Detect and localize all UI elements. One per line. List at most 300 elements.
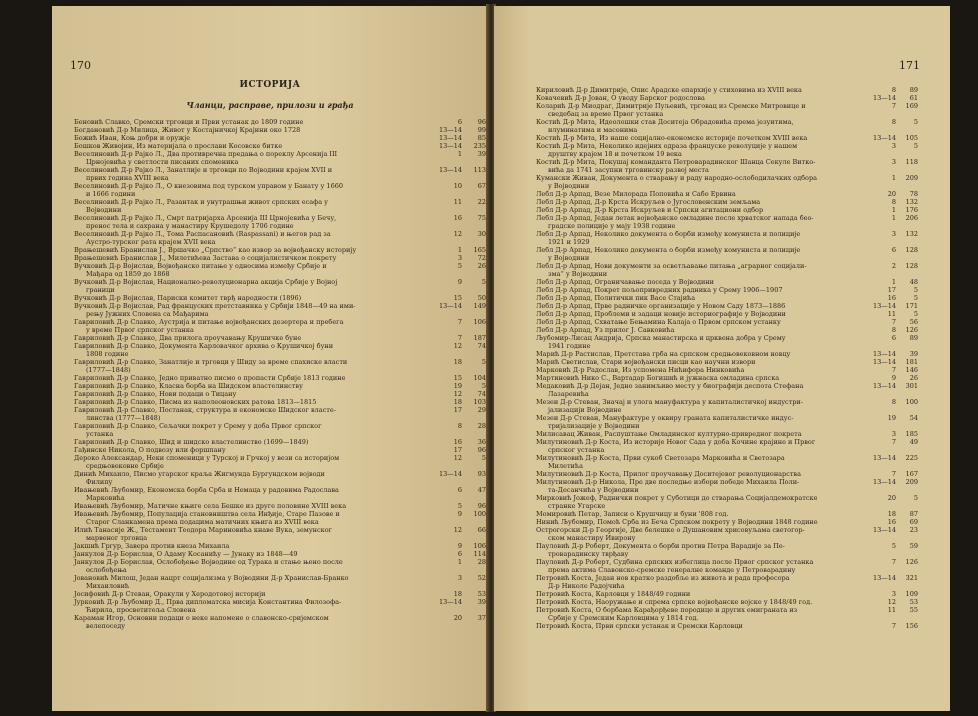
entry-text-continued: ском манастиру Ивирону: [548, 534, 636, 542]
bibliography-entry: [494, 366, 950, 374]
bibliography-entry: [52, 470, 488, 486]
entry-text-continued: линства (1777—1848): [86, 414, 161, 422]
entry-volume: 7: [457, 318, 462, 326]
entry-page: 171: [905, 302, 918, 310]
bibliography-entry: [52, 254, 488, 262]
bibliography-entry: [52, 230, 488, 246]
entry-text: Караман Игор, Основни подаци о неке напомене о славонско-сријемском: [74, 614, 329, 622]
entry-text: Марић Светислав, Стари војвођански писци као научни извори: [536, 358, 756, 366]
entry-text-continued: Лазаревића: [548, 390, 589, 398]
entry-page: 128: [905, 246, 918, 254]
bibliography-entry: [52, 294, 488, 302]
entry-page: 26: [909, 374, 918, 382]
entry-volume: 1: [457, 150, 462, 158]
entry-volume: 13—14: [872, 358, 896, 366]
entry-text-continued: пренос тела и сахрана у манастиру Крушедолу 1706 године: [86, 222, 294, 230]
entry-text-continued: троварадинску тврђаву: [548, 550, 629, 558]
entry-page: 96: [477, 502, 486, 510]
bibliography-entry: [52, 542, 488, 550]
entry-page: 5: [913, 118, 918, 126]
entry-text: Јанкулов Д-р Борислав, Ослобођење Војводине од Турака и стање њено после: [74, 558, 343, 566]
entry-page: 5: [913, 310, 918, 318]
entry-volume: 17: [453, 406, 462, 414]
entry-page: 67: [477, 182, 486, 190]
entry-page: 209: [905, 478, 918, 486]
entry-text: Врањешевић Бранислав Ј., Милетићева Застава о социјалистичком покрету: [74, 254, 337, 262]
entry-volume: 7: [891, 366, 896, 374]
entry-text: Лебл Д-р Арпад, Д-р Крста Искруљев о Југословенским земљама: [536, 198, 761, 206]
entry-text-continued: граници: [86, 286, 115, 294]
entry-page: 47: [477, 486, 486, 494]
entry-page: 100: [473, 510, 486, 518]
entry-text: Милутиновић Д-р Никола, Пре две последње избори победе Михаила Поли-: [536, 478, 800, 486]
entry-text: Костић Д-р Мита, Покушај команданта Петроварадинског Шанца Секуле Витко-: [536, 158, 816, 166]
entry-text: Веселиновић Д-р Рајко Л., Тома Распасановић (Raspassani) и његов рад за: [74, 230, 331, 238]
entry-text: Јурковић Д-р Љубомир Д., Прва дипломатска мисија Константина Филозофа-: [74, 598, 342, 606]
entry-page: 29: [477, 406, 486, 414]
entry-volume: 5: [457, 262, 462, 270]
bibliography-entry: [494, 326, 950, 334]
entry-text-continued: Мађара од 1859 до 1868: [86, 270, 170, 278]
bibliography-entry: [494, 294, 950, 302]
entry-text: Петровић Коста, О борбама Карађорђеве породице и других емиграната из: [536, 606, 798, 614]
entry-volume: 5: [457, 502, 462, 510]
entry-text-continued: Михаиловић: [86, 582, 130, 590]
entry-text: Лебл Д-р Арпад, Један летак војвођанске омладине после хрватског напада бео-: [536, 214, 814, 222]
entry-text: Кириловић Д-р Димитрије, Опис Арадске епархије у стиховима из XVIII века: [536, 86, 802, 94]
entry-text: Гавриловић Д-р Славко, Два прилога проучавању Крушичке буне: [74, 334, 302, 342]
entry-volume: 7: [891, 102, 896, 110]
entry-text: Ивањевић Љубомир, Популација становништва села Инђије, Старе Пазове и: [74, 510, 340, 518]
bibliography-entry: [494, 206, 950, 214]
bibliography-entry: [494, 350, 950, 358]
left-entries-list: [52, 118, 488, 630]
entry-text-continued: странке Угарске: [548, 502, 606, 510]
bibliography-entry: [494, 142, 950, 158]
entry-volume: 1: [891, 174, 896, 182]
entry-volume: 12: [453, 342, 462, 350]
entry-text: Гавриловић Д-р Славко, Нови подаци о Тицану: [74, 390, 237, 398]
bibliography-entry: [52, 438, 488, 446]
bibliography-entry: [494, 174, 950, 190]
entry-volume: 1: [457, 246, 462, 254]
entry-volume: 8: [891, 118, 896, 126]
entry-page: 169: [905, 102, 918, 110]
bibliography-entry: [494, 382, 950, 398]
entry-page: 61: [909, 94, 918, 102]
entry-volume: 3: [457, 254, 462, 262]
bibliography-entry: [494, 286, 950, 294]
bibliography-entry: [52, 318, 488, 334]
entry-text: Мезеи Д-р Стеван, Мануфактуре у оквиру граната капиталистичке индус-: [536, 414, 794, 422]
entry-page: 96: [477, 446, 486, 454]
entry-volume: 6: [891, 334, 896, 342]
entry-text-continued: у Војводини: [548, 182, 590, 190]
bibliography-entry: [494, 414, 950, 430]
entry-text: Пауловић Д-р Роберт, Документа о борби против Петра Варадије за Пе-: [536, 542, 785, 550]
entry-page: 23: [909, 526, 918, 534]
entry-page: 96: [477, 118, 486, 126]
bibliography-entry: [494, 454, 950, 470]
entry-page: 104: [473, 374, 486, 382]
entry-text-continued: Војводини: [86, 206, 122, 214]
entry-page: 5: [913, 286, 918, 294]
entry-text: Веселиновић Д-р Рајко Л., Смрт патријарха Арсенија III Црнојевића у Бечу,: [74, 214, 337, 222]
entry-text-continued: Србије у Сремским Карловцима у 1814 год.: [548, 614, 699, 622]
bibliography-entry: [52, 278, 488, 294]
entry-text: Момировић Петар, Записи о Крушчицу и буни '808 год.: [536, 510, 729, 518]
bibliography-entry: [52, 590, 488, 598]
bibliography-entry: [494, 542, 950, 558]
entry-volume: 13—14: [872, 350, 896, 358]
bibliography-entry: [494, 102, 950, 118]
entry-text-continued: Марковића: [86, 494, 125, 502]
entry-volume: 6: [457, 118, 462, 126]
entry-volume: 9: [457, 278, 462, 286]
entry-volume: 13—14: [438, 302, 462, 310]
entry-page: 206: [905, 214, 918, 222]
entry-text: Јовановић Милош, Један нацрт социјализма у Војводини Д-р Хранислав-Бранко: [74, 574, 349, 582]
entry-text: Костић Д-р Мита, Идеолошки став Доситеја Обрадовића према језуитима,: [536, 118, 794, 126]
entry-volume: 6: [457, 550, 462, 558]
entry-volume: 7: [891, 470, 896, 478]
entry-text: Веселиновић Д-р Рајко Л., О кнезовима под турском управом у Банату у 1660: [74, 182, 343, 190]
entry-text: Костић Д-р Мита, Неколико идејних одраза француске револуције у нашем: [536, 142, 798, 150]
entry-text: Беновић Славко, Сремски трговци и Први устанак до 1809 године: [74, 118, 304, 126]
bibliography-entry: [494, 518, 950, 526]
entry-page: 36: [477, 438, 486, 446]
entry-volume: 3: [891, 590, 896, 598]
bibliography-entry: [494, 494, 950, 510]
entry-page: 132: [905, 198, 918, 206]
entry-volume: 10: [453, 182, 462, 190]
bibliography-entry: [494, 134, 950, 142]
entry-text: Врањешевић Бранислав Ј., Вршачко „Српство“ као извор за војвођанску историју: [74, 246, 357, 254]
entry-volume: 3: [891, 158, 896, 166]
bibliography-entry: [494, 574, 950, 590]
bibliography-entry: [494, 510, 950, 518]
entry-volume: 3: [457, 574, 462, 582]
bibliography-entry: [494, 622, 950, 630]
entry-volume: 15: [453, 374, 462, 382]
entry-text-continued: марвеног трговца: [86, 534, 148, 542]
entry-page: 59: [909, 542, 918, 550]
entry-page: 187: [473, 334, 486, 342]
entry-volume: 12: [453, 454, 462, 462]
entry-text: Гавриловић Д-р Славко, Аустрија и питање војвођанских дезертера и пребега: [74, 318, 344, 326]
entry-text: Милутиновић Д-р Коста, Из историје Новог Сада у доба Кочине крајине и Првог: [536, 438, 816, 446]
entry-text: Марковић Д-р Радослав, Из успомена Нићифора Нинковића: [536, 366, 745, 374]
bibliography-entry: [494, 230, 950, 246]
entry-page: 106: [473, 318, 486, 326]
entry-text: Лебл Д-р Арпад, Прве радничке организације у Новом Саду 1873—1886: [536, 302, 786, 310]
entry-volume: 13—14: [872, 302, 896, 310]
entry-text: Милисавац Живан, Распуштање Омладинског културно-привредног покрета: [536, 430, 802, 438]
entry-volume: 1: [891, 206, 896, 214]
entry-volume: 20: [453, 614, 462, 622]
entry-text: Марић Д-р Растислав, Претстава грба на српском средњовековном новцу: [536, 350, 791, 358]
entry-volume: 11: [887, 606, 896, 614]
entry-volume: 1: [891, 214, 896, 222]
entry-page: 39: [909, 350, 918, 358]
entry-page: 49: [909, 438, 918, 446]
entry-text: Јакшић Гргур, Завера против кнеза Михаила: [74, 542, 230, 550]
entry-text: Ковачевић Д-р Јован, О уводу Барског родослова: [536, 94, 705, 102]
entry-page: 54: [909, 414, 918, 422]
bibliography-entry: [52, 550, 488, 558]
entry-text: Гавриловић Д-р Славко, Сељачки покрет у Срему у доба Првог српског: [74, 422, 322, 430]
entry-text: Мезеи Д-р Стеван, Значај и улога мануфактура у капиталистичкој индустри-: [536, 398, 803, 406]
entry-volume: 13—14: [438, 470, 462, 478]
entry-text: Јосифовић Д-р Стеван, Оракули у Херодотовој историји: [74, 590, 266, 598]
entry-volume: 7: [891, 438, 896, 446]
bibliography-entry: [494, 158, 950, 174]
entry-page: 22: [477, 198, 486, 206]
entry-volume: 3: [891, 142, 896, 150]
entry-volume: 12: [453, 230, 462, 238]
entry-text-continued: Милетића: [548, 462, 583, 470]
entry-text: Богдановић Д-р Милица, Живот у Костајничкој Крајини око 1728: [74, 126, 301, 134]
entry-text: Мирковић Јожеф, Раднички покрет у Суботици до стварања Социјалдемократске: [536, 494, 818, 502]
entry-page: 89: [909, 86, 918, 94]
bibliography-entry: [52, 390, 488, 398]
entry-volume: 8: [891, 198, 896, 206]
entry-page: 185: [905, 430, 918, 438]
entry-page: 66: [477, 526, 486, 534]
entry-volume: 7: [457, 334, 462, 342]
entry-text: Веселиновић Д-р Рајко Л., Разантак и унутрашњи живот српских есафа у: [74, 198, 329, 206]
entry-text-continued: у Војводини: [548, 254, 590, 262]
bibliography-entry: [52, 214, 488, 230]
entry-text-continued: првих година XVIII века: [86, 174, 169, 182]
entry-text: Гавриловић Д-р Славко, Писма из наполеоновских ратова 1813—1815: [74, 398, 317, 406]
entry-volume: 18: [453, 590, 462, 598]
entry-page: 301: [905, 382, 918, 390]
bibliography-entry: [494, 118, 950, 134]
entry-volume: 6: [457, 486, 462, 494]
bibliography-entry: [52, 150, 488, 166]
bibliography-entry: [52, 358, 488, 374]
entry-page: 146: [905, 366, 918, 374]
entry-volume: 2: [891, 262, 896, 270]
entry-text-continued: вића да 1741 засупни трговинску развој места: [548, 166, 709, 174]
entry-page: 209: [905, 174, 918, 182]
entry-volume: 13—14: [438, 166, 462, 174]
page-number-right: 171: [899, 59, 920, 72]
entry-page: 5: [481, 382, 486, 390]
entry-text: Веселиновић Д-р Рајко Л., Два противречна предања о пореклу Арсенија III: [74, 150, 338, 158]
entry-text-continued: Ћирила, просветитеља Словена: [86, 606, 196, 614]
entry-text-continued: тријализације у Војводини: [548, 422, 640, 430]
entry-page: 109: [905, 590, 918, 598]
entry-text: Медаковић Д-р Дејан, Једно занимљиво месту у биографији деспота Стефана: [536, 382, 804, 390]
left-page: [52, 6, 488, 711]
entry-text: Петровић Коста, Наоружање и спрема српске војвођанске војске у 1848/49 год.: [536, 598, 813, 606]
entry-text: Лебл Д-р Арпад, Везе Милорада Поповића и Сабо Ервина: [536, 190, 736, 198]
bibliography-entry: [52, 302, 488, 318]
entry-volume: 20: [887, 494, 896, 502]
entry-text: Лебл Д-р Арпад, Ограничавање поседа у Војводини: [536, 278, 715, 286]
entry-page: 181: [905, 358, 918, 366]
bibliography-entry: [52, 246, 488, 254]
entry-volume: 8: [457, 422, 462, 430]
entry-text: Гавриловић Д-р Славко, Шид и шидско властелинство (1699—1849): [74, 438, 309, 446]
entry-page: 321: [905, 574, 918, 582]
entry-text: Гавриловић Д-р Славко, Документа Карловачког архива о Крушичкој буни: [74, 342, 334, 350]
entry-text: Лебл Д-р Арпад, Покрет пољопривредних радника у Срему 1906—1907: [536, 286, 783, 294]
entry-volume: 13—14: [438, 598, 462, 606]
entry-text-continued: Старог Сланкамена према подацима матичних књига из XVIII века: [86, 518, 319, 526]
entry-text: Љубомир-Лисац Андрија, Српска манастирска и црквена добра у Срему: [536, 334, 786, 342]
bibliography-entry: [52, 574, 488, 590]
entry-text: Гавриловић Д-р Славко, Постанак, структура и економске Шидског власте-: [74, 406, 336, 414]
bibliography-entry: [52, 118, 488, 126]
section-subtitle: Чланци, расправе, прилози и грађа: [186, 100, 354, 110]
entry-volume: 13—14: [872, 134, 896, 142]
entry-page: 126: [905, 558, 918, 566]
right-page: [494, 6, 950, 711]
entry-text-continued: 1808 године: [86, 350, 129, 358]
bibliography-entry: [494, 198, 950, 206]
entry-page: 118: [905, 158, 918, 166]
entry-text-continued: Црнојевића у светлости писаних споменика: [86, 158, 239, 166]
page-number-left: 170: [70, 59, 91, 72]
bibliography-entry: [52, 182, 488, 198]
entry-text-continued: према актима Славонско-сремске генералне команде у Петроварадину: [548, 566, 796, 574]
entry-text: Лебл Д-р Арпад, Схватање Бењамина Калаја о Првом српском устанку: [536, 318, 781, 326]
bibliography-entry: [494, 430, 950, 438]
bibliography-entry: [494, 190, 950, 198]
entry-text: Костић Д-р Мита, Из наше социјално-економске историје почетком XVIII века: [536, 134, 808, 142]
bibliography-entry: [494, 438, 950, 454]
entry-volume: 9: [457, 510, 462, 518]
entry-page: 156: [905, 622, 918, 630]
entry-text: Веселиновић Д-р Рајко Л., Занатлије и трговци по Војводини крајем XVII и: [74, 166, 333, 174]
entry-volume: 11: [887, 310, 896, 318]
entry-text: Петровић Коста, Један нов кратко раздобље из живота и рада професора: [536, 574, 790, 582]
entry-text: Гавриловић Д-р Славко, Класна борба на Шидском властелинству: [74, 382, 303, 390]
bibliography-entry: [494, 262, 950, 278]
bibliography-entry: [494, 598, 950, 606]
entry-page: 132: [905, 230, 918, 238]
entry-text-continued: друштву крајем 18 и почетком 19 века: [548, 150, 682, 158]
bibliography-entry: [52, 422, 488, 438]
entry-page: 5: [913, 142, 918, 150]
entry-page: 167: [905, 470, 918, 478]
entry-page: 126: [905, 326, 918, 334]
entry-text: Ивањевић Љубомир, Економска борба Срба и Немаца у радовима Радослава: [74, 486, 339, 494]
entry-page: 105: [905, 134, 918, 142]
entry-page: 114: [473, 550, 486, 558]
entry-text-continued: ослобођења: [86, 566, 127, 574]
bibliography-entry: [52, 510, 488, 526]
bibliography-entry: [52, 614, 488, 630]
bibliography-entry: [52, 342, 488, 358]
bibliography-entry: [52, 502, 488, 510]
bibliography-entry: [52, 198, 488, 214]
entry-page: 26: [477, 262, 486, 270]
entry-volume: 7: [891, 622, 896, 630]
bibliography-entry: [52, 446, 488, 454]
entry-text-continued: Аустро-турског рата крајем XVII века: [86, 238, 216, 246]
entry-volume: 3: [891, 230, 896, 238]
entry-text: Вучковић Д-р Војислав, Војвођанско питање у односима између Србије и: [74, 262, 327, 270]
entry-volume: 13—14: [872, 94, 896, 102]
entry-volume: 5: [891, 542, 896, 550]
entry-volume: 11: [453, 198, 462, 206]
entry-volume: 19: [453, 382, 462, 390]
entry-text: Ивањевић Љубомир, Матичне књиге села Бешке из друге половине XVIII века: [74, 502, 347, 510]
entry-page: 74: [477, 390, 486, 398]
entry-text: Гађинске Никола, О подвозу или форшпану: [74, 446, 226, 454]
entry-text: Лебл Д-р Арпад, Уз прилог Ј. Савковића: [536, 326, 675, 334]
entry-volume: 16: [453, 214, 462, 222]
bibliography-entry: [494, 606, 950, 622]
bibliography-entry: [494, 318, 950, 326]
entry-text-continued: и 1666 години: [86, 190, 136, 198]
entry-text-continued: градске полиције у мају 1938 године: [548, 222, 676, 230]
entry-volume: 18: [453, 358, 462, 366]
entry-text: Лебл Д-р Арпад, Политички пик Васе Стајића: [536, 294, 696, 302]
entry-volume: 13—14: [872, 454, 896, 462]
entry-text-continued: Д-р Николе Радојчића: [548, 582, 625, 590]
entry-volume: 13—14: [872, 478, 896, 486]
bibliography-entry: [494, 302, 950, 310]
entry-volume: 8: [891, 326, 896, 334]
entry-page: 39: [477, 598, 486, 606]
bibliography-entry: [494, 374, 950, 382]
entry-text: Острогорски Д-р Георгије, Две белешке о Душановим хрисовуљама светогор-: [536, 526, 805, 534]
entry-page: 48: [909, 278, 918, 286]
entry-page: 5: [481, 358, 486, 366]
entry-page: 75: [477, 214, 486, 222]
bibliography-entry: [52, 166, 488, 182]
entry-page: 93: [477, 470, 486, 478]
entry-volume: 7: [891, 558, 896, 566]
entry-text: Кумански Живан, Документа о стварању и раду народно-ослободилачких одбора: [536, 174, 817, 182]
entry-page: 74: [477, 342, 486, 350]
section-title: ИСТОРИЈА: [239, 80, 301, 90]
entry-page: 176: [905, 206, 918, 214]
bibliography-entry: [494, 334, 950, 350]
entry-text: Милутиновић Д-р Коста, Први сукоб Светозара Марковића и Светозара: [536, 454, 785, 462]
entry-text: Лебл Д-р Арпад, Неколико документа о борби између комуниста и полиције: [536, 230, 801, 238]
entry-page: 85: [477, 134, 486, 142]
right-entries-list: [494, 86, 950, 630]
entry-volume: 17: [453, 446, 462, 454]
entry-page: 53: [909, 598, 918, 606]
entry-text: Дероко Александар, Неки споменици у Турској и Грчкој у вези са историјом: [74, 454, 340, 462]
bibliography-entry: [494, 246, 950, 262]
bibliography-entry: [52, 334, 488, 342]
entry-page: 106: [473, 542, 486, 550]
entry-text-continued: илуминатима и масонима: [548, 126, 638, 134]
bibliography-entry: [52, 598, 488, 614]
entry-volume: 13—14: [438, 134, 462, 142]
entry-text: Коларић Д-р Миодраг, Димитрије Пуљевић, трговац из Сремске Митровице и: [536, 102, 806, 110]
bibliography-entry: [494, 310, 950, 318]
entry-text-continued: зма“ у Војводини: [548, 270, 608, 278]
bibliography-entry: [52, 406, 488, 422]
entry-text: Нинић Љубомир, Помоћ Срба из Беча Српском покрету у Војводини 1848 године: [536, 518, 818, 526]
entry-volume: 8: [891, 398, 896, 406]
entry-page: 99: [477, 126, 486, 134]
entry-text: Пауловић Д-р Роберт, Судбина српских избеглица после Првог српског устанка: [536, 558, 814, 566]
entry-page: 87: [909, 510, 918, 518]
entry-page: 5: [481, 278, 486, 286]
entry-volume: 7: [891, 318, 896, 326]
entry-page: 225: [905, 454, 918, 462]
